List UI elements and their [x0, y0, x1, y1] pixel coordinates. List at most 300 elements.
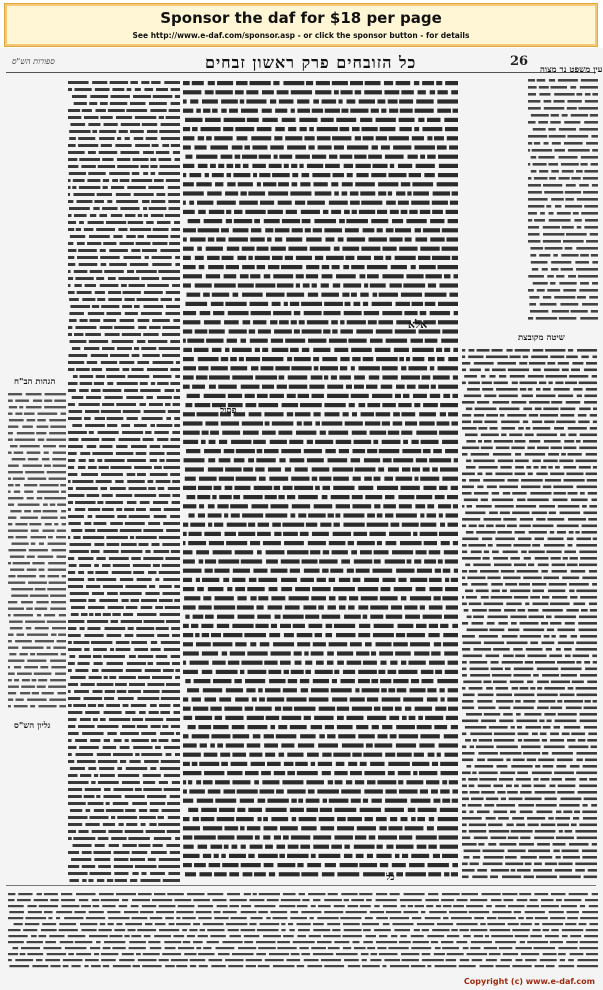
text-line-fragment [82, 298, 95, 301]
text-line-fragment [581, 212, 598, 215]
text-line-fragment [110, 522, 123, 525]
text-line-fragment [19, 406, 23, 408]
text-line-fragment [462, 661, 467, 664]
text-line-fragment [589, 505, 597, 508]
text-line-fragment [435, 670, 442, 674]
text-line-fragment [203, 293, 210, 297]
text-line-fragment [334, 905, 345, 907]
text-line-fragment [312, 532, 329, 536]
text-line-fragment [439, 283, 458, 287]
text-line-fragment [501, 570, 515, 573]
text-line-fragment [121, 284, 127, 287]
text-line-fragment [337, 725, 353, 729]
text-line-fragment [528, 205, 544, 208]
text-line-fragment [534, 177, 548, 180]
text-line-fragment [73, 641, 89, 644]
text-line-fragment [219, 477, 234, 481]
text-line-fragment [78, 557, 93, 560]
text-line-fragment [378, 734, 388, 738]
text-line-fragment [534, 947, 556, 949]
text-line-fragment [365, 817, 373, 821]
text-line-fragment [349, 596, 358, 600]
text-line-fragment [488, 544, 493, 547]
text-line-fragment [527, 817, 545, 820]
text-line-fragment [358, 670, 377, 674]
text-line-fragment [74, 270, 88, 273]
text-line-fragment [533, 349, 544, 352]
text-line-fragment [528, 388, 533, 391]
text-line-fragment [549, 583, 567, 586]
text-line-fragment [514, 694, 534, 697]
text-line-fragment [452, 863, 458, 867]
text-line-fragment [472, 772, 476, 775]
text-line-fragment [503, 577, 520, 580]
text-line-fragment [165, 214, 180, 217]
text-line-fragment [368, 320, 377, 324]
text-line-fragment [442, 228, 458, 232]
text-line-fragment [136, 634, 154, 637]
text-line-fragment [85, 959, 99, 961]
text-line-fragment [8, 640, 12, 642]
text-line-fragment [533, 525, 554, 528]
text-line-fragment [435, 569, 441, 573]
text-line-fragment [554, 296, 575, 299]
text-line-fragment [528, 317, 533, 320]
text-line-fragment [111, 837, 126, 840]
text-line-fragment [276, 734, 297, 738]
text-line-fragment [75, 508, 85, 511]
text-line-fragment [451, 90, 458, 94]
text-line-fragment [564, 648, 572, 651]
text-line-fragment [344, 899, 349, 901]
text-line-fragment [446, 513, 458, 517]
text-line-fragment [289, 385, 307, 389]
text-line-fragment [217, 743, 223, 747]
text-line-fragment [550, 86, 567, 89]
text-line-fragment [183, 762, 190, 766]
text-line-fragment [265, 753, 275, 757]
text-line-fragment [543, 460, 557, 463]
text-line-fragment [586, 453, 597, 456]
text-line-fragment [227, 247, 239, 251]
text-line-fragment [580, 720, 597, 723]
text-line-fragment [240, 191, 246, 195]
text-line-fragment [126, 823, 137, 826]
text-line-fragment [396, 725, 415, 729]
text-line-fragment [27, 953, 43, 955]
text-line-fragment [190, 237, 206, 241]
text-line-fragment [116, 193, 131, 196]
text-line-fragment [327, 923, 340, 925]
text-line-fragment [564, 479, 585, 482]
text-line-fragment [357, 256, 371, 260]
text-line-fragment [183, 81, 190, 85]
text-line-fragment [13, 562, 30, 564]
text-line-fragment [546, 720, 551, 723]
text-line-fragment [474, 935, 483, 937]
text-line-fragment [153, 844, 163, 847]
text-line-fragment [221, 228, 229, 232]
text-line-fragment [196, 109, 201, 113]
text-line-fragment [319, 817, 335, 821]
text-line-fragment [27, 452, 41, 454]
text-line-fragment [171, 550, 180, 553]
text-line-fragment [90, 947, 100, 949]
text-line-fragment [482, 538, 492, 541]
text-line-fragment [151, 641, 157, 644]
text-line-fragment [277, 947, 296, 949]
text-line-fragment [462, 479, 466, 482]
text-line-fragment [382, 274, 403, 278]
text-line-fragment [469, 479, 480, 482]
text-line-fragment [318, 762, 332, 766]
text-line-fragment [336, 274, 356, 278]
text-line-fragment [257, 394, 268, 398]
text-line-fragment [525, 453, 545, 456]
text-line-fragment [436, 348, 442, 352]
text-line-fragment [383, 905, 397, 907]
text-line-fragment [97, 879, 104, 882]
text-line-fragment [70, 305, 90, 308]
text-line-fragment [581, 156, 598, 159]
text-line-fragment [68, 578, 84, 581]
text-line-fragment [445, 578, 449, 582]
text-line-fragment [129, 683, 145, 686]
text-line-fragment [422, 929, 429, 931]
text-line-fragment [332, 173, 344, 177]
text-line-fragment [416, 495, 432, 499]
text-line-fragment [307, 965, 322, 967]
text-line-fragment [315, 421, 320, 425]
text-line-fragment [376, 136, 387, 140]
text-line-fragment [342, 743, 364, 747]
text-line-fragment [227, 523, 247, 527]
text-line-fragment [184, 953, 196, 955]
text-line-fragment [41, 929, 57, 931]
text-line-fragment [399, 504, 412, 508]
text-line-fragment [505, 668, 511, 671]
text-line-fragment [388, 99, 398, 103]
text-line-fragment [566, 401, 581, 404]
text-line-fragment [70, 123, 85, 126]
text-line-fragment [109, 249, 128, 252]
text-line-fragment [415, 228, 421, 232]
text-line-fragment [204, 697, 216, 701]
text-line-fragment [142, 354, 159, 357]
text-line-fragment [498, 622, 507, 625]
text-line-fragment [484, 856, 504, 859]
text-line-fragment [506, 759, 510, 762]
copyright-link[interactable]: Copyright (c) www.e-daf.com [463, 977, 595, 986]
text-line-fragment [90, 270, 103, 273]
text-line-fragment [42, 923, 56, 925]
text-line-fragment [482, 382, 492, 385]
text-line-fragment [10, 556, 24, 558]
text-line-fragment [245, 707, 254, 711]
text-line-fragment [538, 121, 548, 124]
text-line-fragment [269, 633, 280, 637]
text-line-fragment [136, 508, 146, 511]
text-line-fragment [402, 523, 419, 527]
text-line-fragment [183, 541, 185, 545]
banner-title[interactable]: Sponsor the daf for $18 per page [160, 9, 442, 27]
text-line-fragment [431, 941, 438, 943]
text-line-fragment [382, 965, 386, 967]
text-line-fragment [185, 679, 190, 683]
text-line-fragment [323, 329, 330, 333]
text-line-fragment [462, 382, 466, 385]
text-line-fragment [89, 340, 108, 343]
text-line-fragment [33, 510, 41, 512]
text-line-fragment [406, 219, 426, 223]
text-line-fragment [28, 478, 46, 480]
text-line-fragment [521, 746, 541, 749]
text-line-fragment [442, 477, 458, 481]
text-line-fragment [237, 136, 248, 140]
text-line-fragment [89, 816, 108, 819]
text-line-fragment [543, 226, 560, 229]
text-line-fragment [192, 81, 204, 85]
text-line-fragment [60, 484, 66, 486]
text-line-fragment [144, 410, 166, 413]
text-line-fragment [385, 559, 405, 563]
text-line-fragment [208, 458, 215, 462]
text-line-fragment [14, 491, 20, 493]
text-line-fragment [437, 753, 441, 757]
text-line-fragment [183, 283, 191, 287]
text-line-fragment [175, 837, 180, 840]
text-line-fragment [435, 965, 457, 967]
text-line-fragment [322, 421, 343, 425]
text-line-fragment [418, 808, 437, 812]
text-line-fragment [255, 256, 270, 260]
text-line-fragment [142, 249, 157, 252]
text-line-fragment [585, 100, 598, 103]
text-line-fragment [582, 531, 597, 534]
text-line-fragment [346, 780, 352, 784]
text-line-fragment [494, 733, 515, 736]
running-head-left: ספורות הש"ס [12, 57, 55, 66]
text-line-fragment [173, 704, 180, 707]
text-line-fragment [573, 603, 585, 606]
text-line-fragment [312, 173, 330, 177]
text-line-fragment [390, 164, 394, 168]
text-line-fragment [282, 716, 302, 720]
text-line-fragment [512, 929, 530, 931]
sponsor-banner[interactable] [4, 3, 598, 47]
text-line-fragment [45, 393, 66, 395]
text-line-fragment [584, 661, 590, 664]
text-line-fragment [362, 923, 379, 925]
text-line-fragment [45, 959, 60, 961]
text-line-fragment [68, 158, 77, 161]
text-line-fragment [267, 799, 288, 803]
text-line-fragment [280, 624, 291, 628]
text-line-fragment [46, 439, 66, 441]
text-line-fragment [125, 137, 130, 140]
text-line-fragment [564, 142, 583, 145]
text-line-fragment [382, 578, 395, 582]
text-line-fragment [241, 911, 257, 913]
text-line-fragment [411, 679, 419, 683]
text-line-fragment [331, 845, 342, 849]
text-line-fragment [94, 774, 98, 777]
text-line-fragment [13, 614, 33, 616]
text-line-fragment [183, 320, 200, 324]
banner-subtitle[interactable]: See http://www.e-daf.com/sponsor.asp - or click the sponsor button - for details [132, 31, 470, 40]
text-line-fragment [125, 923, 142, 925]
text-line-fragment [437, 182, 458, 186]
text-line-fragment [68, 368, 74, 371]
text-line-fragment [18, 893, 32, 895]
text-line-fragment [278, 725, 287, 729]
text-line-fragment [462, 824, 467, 827]
text-line-fragment [194, 145, 206, 149]
text-line-fragment [571, 733, 585, 736]
text-line-fragment [35, 640, 54, 642]
text-line-fragment [215, 182, 223, 186]
text-line-fragment [283, 615, 304, 619]
text-line-fragment [568, 687, 574, 690]
text-line-fragment [148, 571, 156, 574]
text-line-fragment [186, 449, 200, 453]
text-line-fragment [512, 687, 518, 690]
text-line-fragment [198, 725, 211, 729]
text-line-fragment [444, 734, 458, 738]
text-line-fragment [243, 495, 262, 499]
text-line-fragment [68, 165, 78, 168]
text-line-fragment [479, 525, 485, 528]
text-line-fragment [543, 765, 554, 768]
text-line-fragment [449, 293, 458, 297]
text-line-fragment [125, 214, 136, 217]
text-line-fragment [207, 893, 223, 895]
text-line-fragment [36, 601, 48, 603]
text-line-fragment [89, 431, 94, 434]
text-line-fragment [125, 522, 145, 525]
text-line-fragment [570, 86, 576, 89]
text-line-fragment [214, 486, 222, 490]
text-line-fragment [68, 690, 71, 693]
text-line-fragment [288, 375, 307, 379]
text-line-fragment [162, 333, 180, 336]
text-line-fragment [576, 759, 582, 762]
text-line-fragment [241, 845, 246, 849]
text-line-fragment [68, 816, 88, 819]
text-line-fragment [498, 460, 513, 463]
text-line-fragment [227, 587, 232, 591]
text-line-fragment [315, 440, 333, 444]
text-line-fragment [68, 732, 79, 735]
text-line-fragment [188, 541, 206, 545]
text-line-fragment [409, 210, 417, 214]
text-line-fragment [160, 613, 180, 616]
text-line-fragment [183, 311, 196, 315]
text-line-fragment [124, 508, 134, 511]
text-line-fragment [555, 382, 563, 385]
text-line-fragment [102, 347, 115, 350]
text-line-fragment [399, 247, 417, 251]
text-line-fragment [183, 182, 194, 186]
text-line-fragment [485, 369, 490, 372]
text-line-fragment [290, 808, 304, 812]
text-line-fragment [37, 419, 45, 421]
text-line-fragment [559, 317, 577, 320]
text-line-fragment [542, 268, 548, 271]
text-line-fragment [256, 605, 263, 609]
text-line-fragment [522, 395, 533, 398]
text-line-fragment [175, 158, 180, 161]
text-line-fragment [576, 590, 597, 593]
text-line-fragment [406, 274, 423, 278]
text-line-fragment [328, 513, 334, 517]
text-line-fragment [265, 421, 270, 425]
text-line-fragment [555, 205, 561, 208]
text-line-fragment [107, 634, 122, 637]
text-line-fragment [523, 752, 540, 755]
text-line-fragment [554, 616, 576, 619]
text-line-fragment [434, 953, 445, 955]
text-line-fragment [120, 746, 130, 749]
text-line-fragment [122, 725, 135, 728]
text-line-fragment [80, 774, 91, 777]
text-line-fragment [307, 164, 323, 168]
text-line-fragment [496, 447, 510, 450]
text-line-fragment [131, 368, 143, 371]
text-line-fragment [125, 809, 136, 812]
text-line-fragment [226, 743, 244, 747]
text-line-fragment [343, 283, 361, 287]
text-line-fragment [199, 265, 205, 269]
text-line-fragment [296, 274, 304, 278]
text-line-fragment [284, 164, 289, 168]
text-line-fragment [81, 473, 98, 476]
text-line-fragment [322, 274, 333, 278]
text-line-fragment [141, 872, 146, 875]
text-line-fragment [499, 486, 518, 489]
text-line-fragment [372, 394, 392, 398]
text-line-fragment [579, 947, 598, 949]
text-line-fragment [90, 214, 96, 217]
text-line-fragment [488, 843, 496, 846]
text-line-fragment [451, 725, 458, 729]
text-line-fragment [17, 899, 31, 901]
text-line-fragment [258, 947, 276, 949]
text-line-fragment [444, 118, 458, 122]
text-line-fragment [152, 319, 170, 322]
text-line-fragment [35, 627, 49, 629]
text-line-fragment [282, 523, 304, 527]
text-line-fragment [524, 739, 540, 742]
text-line-fragment [309, 127, 314, 131]
text-line-fragment [8, 686, 19, 688]
text-line-fragment [208, 523, 212, 527]
text-line-fragment [578, 107, 598, 110]
text-line-fragment [224, 274, 237, 278]
text-line-fragment [203, 923, 224, 925]
text-line-fragment [68, 746, 77, 749]
text-line-fragment [223, 633, 242, 637]
text-line-fragment [69, 522, 81, 525]
text-line-fragment [346, 385, 352, 389]
text-line-fragment [129, 760, 140, 763]
text-line-fragment [532, 590, 544, 593]
text-line-fragment [311, 651, 324, 655]
text-line-fragment [467, 953, 488, 955]
text-line-fragment [131, 179, 152, 182]
text-line-fragment [209, 863, 221, 867]
text-line-fragment [253, 569, 267, 573]
